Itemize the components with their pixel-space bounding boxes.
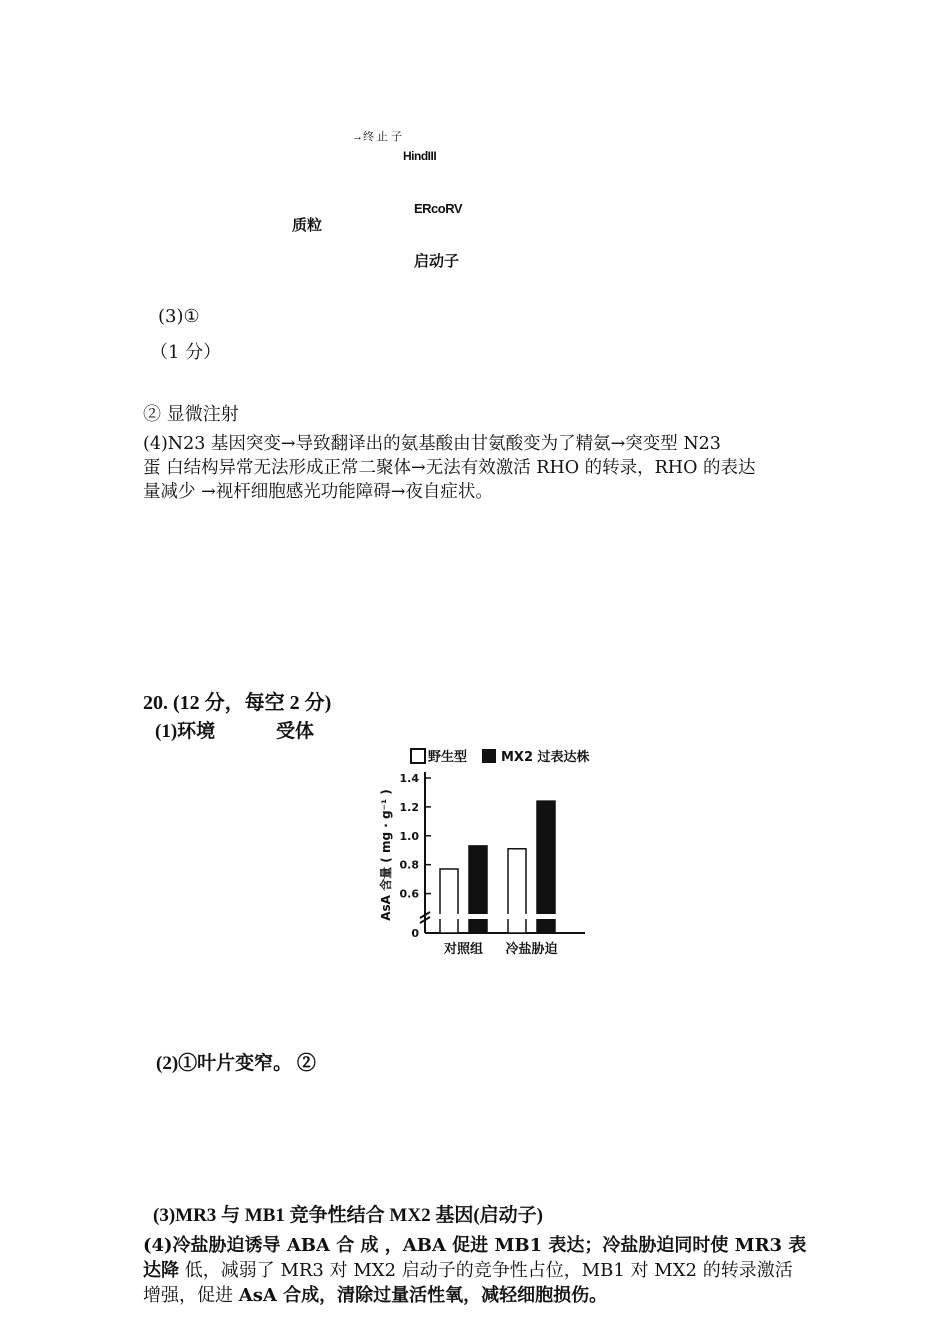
promoter-label: 启动子 — [414, 253, 460, 270]
q20-part1-answer: 受体 — [276, 721, 315, 742]
bar-mx2-cold-salt — [537, 801, 555, 933]
bar-mx2-control — [469, 846, 487, 933]
q19-part4-line-3: 量减少 →视杆细胞感光功能障碍→夜自症状。 — [143, 482, 493, 502]
q19-part3-label: (3)① — [158, 306, 200, 327]
legend-swatch-wildtype — [411, 749, 425, 763]
q20-part4-line-3-start: 增强，促进 — [143, 1285, 239, 1306]
q19-part3-answer2: ② 显微注射 — [143, 404, 239, 425]
q20-part4-line-2-bold: 达降 — [143, 1260, 179, 1281]
axis-break-band — [432, 914, 582, 919]
bar-wildtype-control — [440, 869, 458, 933]
plasmid-label: 质粒 — [292, 217, 323, 234]
q19-part4-paragraph — [143, 432, 863, 504]
x-category-label: 对照组 — [443, 942, 484, 957]
q20-part4-line-1: (4)冷盐胁迫诱导 ABA 合 成 ，ABA 促进 MB1 表达；冷盐胁迫同时使 MR3 表 — [143, 1235, 807, 1256]
q20-heading: 20. (12 分，每空 2 分) — [143, 692, 332, 714]
y-tick-label: 0 — [411, 927, 419, 940]
ecorv-label: ERcoRV — [414, 201, 463, 216]
q19-part4-line-1: (4)N23 基因突变→导致翻译出的氨基酸由甘氨酸变为了精氨→突变型 N23 — [143, 434, 721, 454]
legend-swatch-mx2 — [482, 749, 496, 763]
q20-part4-line-2-rest: 低，减弱了 MR3 对 MX2 启动子的竞争性占位，MB1 对 MX2 的转录激活 — [179, 1260, 793, 1281]
terminator-label: →终 止 子 — [352, 131, 403, 143]
x-category-label: 冷盐胁迫 — [505, 942, 558, 957]
q19-part3-score: （1 分） — [150, 342, 222, 363]
legend-label-wildtype: 野生型 — [428, 750, 468, 765]
q20-part2: (2)①叶片变窄。 ② — [156, 1053, 316, 1074]
q19-part4-line-2: 蛋 白结构异常无法形成正常二聚体→无法有效激活 RHO 的转录，RHO 的表达 — [143, 458, 756, 478]
y-tick-label: 0.6 — [399, 887, 419, 901]
y-tick-label: 0.8 — [399, 858, 419, 872]
bar-wildtype-cold-salt — [508, 849, 526, 933]
q20-part4-paragraph — [143, 1233, 863, 1308]
q20-part1-label: (1)环境 — [155, 721, 216, 742]
legend-label-mx2: MX2 过表达株 — [501, 750, 590, 765]
q20-part4-line-3-bold: AsA 合成，清除过量活性氧，减轻细胞损伤。 — [238, 1285, 608, 1306]
y-tick-label: 1.2 — [399, 800, 419, 814]
q20-part3: (3)MR3 与 MB1 竞争性结合 MX2 基因(启动子) — [153, 1205, 543, 1226]
asa-bar-chart — [370, 740, 610, 970]
y-tick-label: 1.4 — [399, 772, 419, 785]
y-axis-label: AsA 含量 ( mg · g⁻¹ ) — [379, 789, 393, 921]
hindiii-label: HindIII — [403, 149, 437, 163]
y-tick-label: 1.0 — [399, 829, 419, 843]
